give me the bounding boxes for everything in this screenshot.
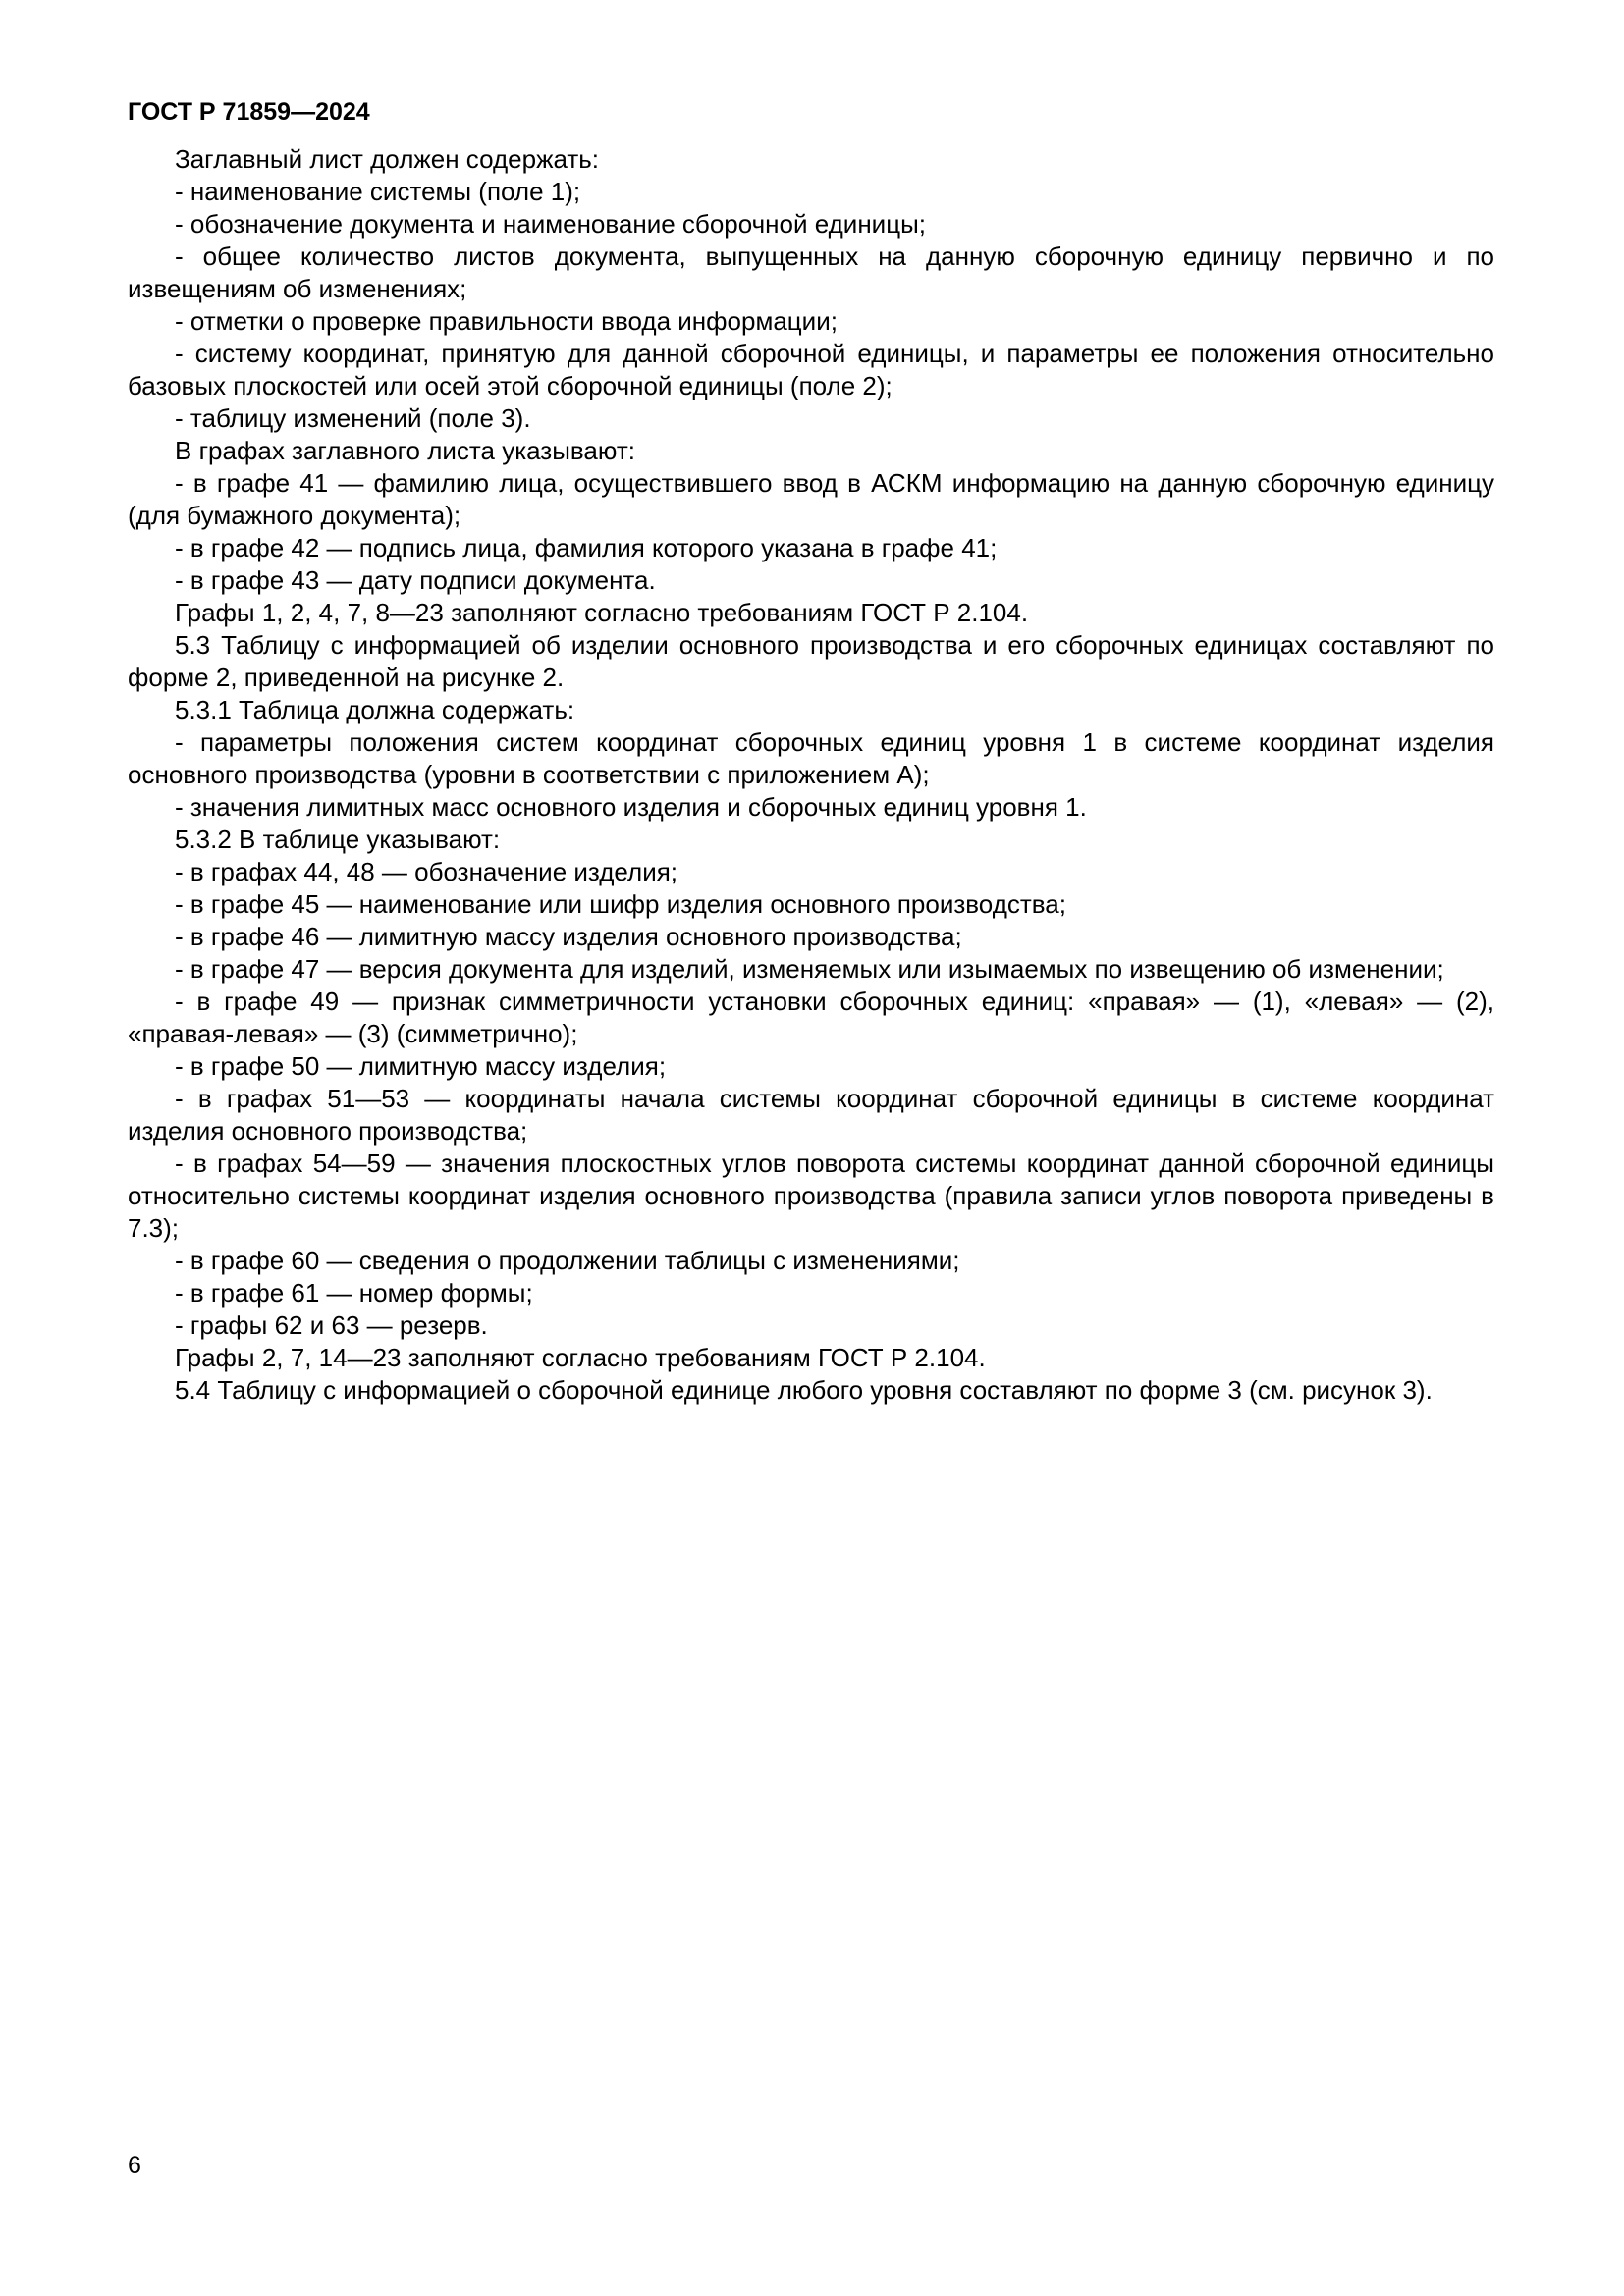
paragraph: - в графе 49 — признак симметричности установки сборочных единиц: «правая» — (1), «левая» — (2), «правая-левая» — (3) (симметрично);	[128, 987, 1494, 1048]
paragraph: - в графе 60 — сведения о продолжении таблицы с изменениями;	[175, 1246, 960, 1275]
paragraph: 5.3 Таблицу с информацией об изделии основного производства и его сборочных единицах составляют по форме 2, приведенной на рисунке 2.	[128, 630, 1494, 692]
paragraph: 5.4 Таблицу с информацией о сборочной единице любого уровня составляют по форме 3 (см. рисунок 3).	[175, 1375, 1433, 1405]
document-designation-header: ГОСТ Р 71859—2024	[128, 98, 370, 126]
paragraph: - в графе 47 — версия документа для изделий, изменяемых или изымаемых по извещению об изменении;	[175, 954, 1444, 984]
paragraph: - значения лимитных масс основного изделия и сборочных единиц уровня 1.	[175, 792, 1087, 822]
paragraph: - в графе 45 — наименование или шифр изделия основного производства;	[175, 889, 1066, 919]
paragraph: 5.3.2 В таблице указывают:	[175, 825, 501, 854]
paragraph: - систему координат, принятую для данной сборочной единицы, и параметры ее положения относительно базовых плоскостей или осей этой сборочной единицы (поле 2);	[128, 339, 1494, 400]
paragraph: - в графе 61 — номер формы;	[175, 1278, 533, 1308]
paragraph: Графы 1, 2, 4, 7, 8—23 заполняют согласно требованиям ГОСТ Р 2.104.	[175, 598, 1029, 627]
paragraph: 5.3.1 Таблица должна содержать:	[175, 695, 575, 724]
paragraph: - в графах 44, 48 — обозначение изделия;	[175, 857, 678, 886]
paragraph: - в графе 43 — дату подписи документа.	[175, 565, 656, 595]
paragraph: - графы 62 и 63 — резерв.	[175, 1310, 488, 1340]
paragraph: - в графе 50 — лимитную массу изделия;	[175, 1051, 667, 1081]
paragraph: - в графе 42 — подпись лица, фамилия которого указана в графе 41;	[175, 533, 998, 562]
paragraph: - в графе 41 — фамилию лица, осуществившего ввод в АСКМ информацию на данную сборочную единицу (для бумажного документа);	[128, 468, 1494, 530]
paragraph: - параметры положения систем координат сборочных единиц уровня 1 в системе координат изделия основного производства (уровни в соответствии с приложением А);	[128, 727, 1494, 789]
paragraph: Графы 2, 7, 14—23 заполняют согласно требованиям ГОСТ Р 2.104.	[175, 1343, 986, 1372]
page-number: 6	[128, 2152, 141, 2179]
paragraph: - в графе 46 — лимитную массу изделия основного производства;	[175, 922, 962, 951]
paragraph: - обозначение документа и наименование сборочной единицы;	[175, 209, 927, 239]
paragraph: - в графах 51—53 — координаты начала системы координат сборочной единицы в системе координат изделия основного производства;	[128, 1084, 1494, 1146]
paragraph: - в графах 54—59 — значения плоскостных углов поворота системы координат данной сборочной единицы относительно системы координат изделия основного производства (правила записи углов поворота приведены в 7.3);	[128, 1148, 1494, 1243]
document-body	[128, 143, 1494, 1407]
paragraph: - наименование системы (поле 1);	[175, 177, 581, 206]
paragraph: В графах заглавного листа указывают:	[175, 436, 635, 465]
paragraph: - таблицу изменений (поле 3).	[175, 403, 531, 433]
paragraph: - общее количество листов документа, выпущенных на данную сборочную единицу первично и по извещениям об изменениях;	[128, 241, 1494, 303]
paragraph: - отметки о проверке правильности ввода информации;	[175, 306, 838, 336]
paragraph: Заглавный лист должен содержать:	[175, 144, 600, 174]
